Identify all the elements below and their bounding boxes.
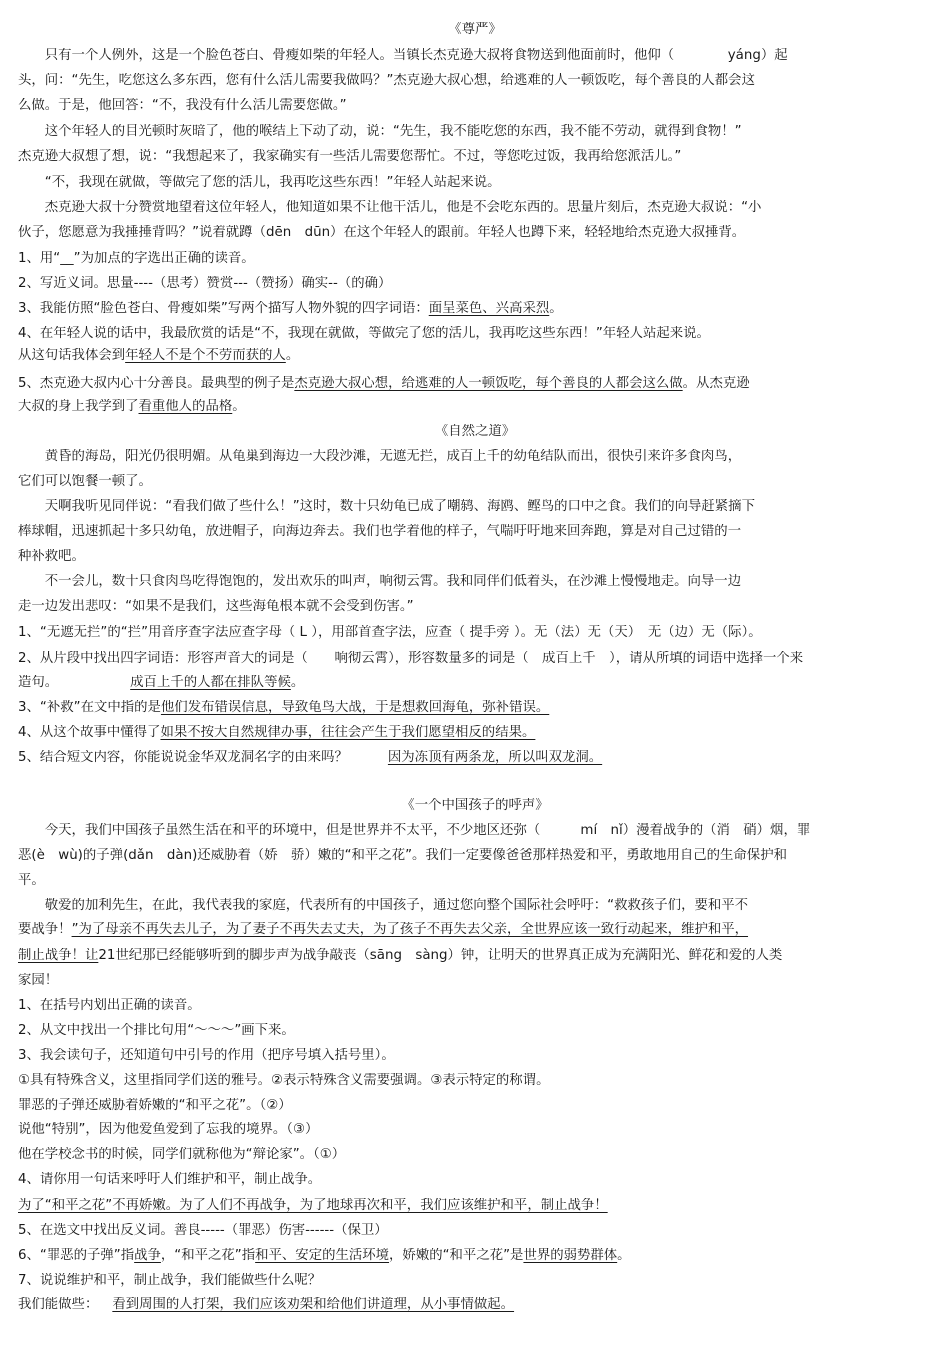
- question-text: ，“和平之花”指: [160, 1248, 256, 1263]
- section-3-question-3-item: 罪恶的子弹还威胁着娇嫩的“和平之花”。（②）: [18, 1098, 292, 1113]
- question-text: 从这句话我体会到: [18, 348, 126, 363]
- question-text: 。: [617, 1248, 631, 1263]
- section-3-question-1: 1、在括号内划出正确的读音。: [18, 998, 201, 1013]
- section-1-paragraph-line: 伙子，您愿意为我捶捶背吗？”说着就蹲（dēn dūn）在这个年轻人的跟前。年轻人也蹲下来，轻轻地给杰克逊大叔捶背。: [18, 225, 746, 240]
- answer-text: 世界的弱势群体: [523, 1248, 618, 1263]
- section-3-question-3-item: 说他“特别”，因为他爱鱼爱到了忘我的境界。（③）: [18, 1122, 319, 1137]
- section-2-paragraph-line: 不一会儿，数十只食肉鸟吃得饱饱的，发出欢乐的叫声，响彻云霄。我和同伴们低着头，在沙滩上慢慢地走。向导一边: [18, 574, 742, 589]
- section-1-title: 《尊严》: [448, 22, 502, 37]
- section-3-paragraph-line: 敬爱的加利先生，在此，我代表我的家庭，代表所有的中国孩子，通过您向整个国际社会呼吁：“救救孩子们，要和平不: [18, 898, 749, 913]
- question-text: 5、杰克逊大叔内心十分善良。最典型的例子是: [18, 376, 295, 391]
- answer-text: 为了“和平之花”不再娇嫩。为了人们不再战争，为了地球再次和平，我们应该维护和平，制止战争！: [18, 1198, 608, 1213]
- question-text: 。从杰克逊: [682, 376, 750, 391]
- answer-text: 和平、安定的生活环境: [255, 1248, 390, 1263]
- answer-text: 因为冻顶有两条龙，所以叫双龙洞。: [387, 750, 603, 765]
- answer-text: 他们发布错误信息，导致龟鸟大战，于是想救回海龟，弥补错误。: [160, 700, 550, 715]
- section-3-question-4: 4、请你用一句话来呼吁人们维护和平，制止战争。: [18, 1172, 322, 1187]
- section-2-paragraph-line: 种补救吧。: [18, 549, 85, 564]
- section-2-question-2: 2、从片段中找出四字词语：形容声音大的词是（ 响彻云霄），形容数量多的词是（ 成百上千 ），请从所填的词语中选择一个来: [18, 651, 804, 666]
- section-3-question-7-answer: [18, 1297, 934, 1313]
- section-1-paragraph-line: 这个年轻人的目光顿时灰暗了，他的喉结上下动了动，说：“先生，我不能吃您的东西，我不能不劳动，就得到食物！”: [18, 124, 742, 139]
- section-3-paragraph-line: 今天，我们中国孩子虽然生活在和平的环境中，但是世界并不太平，不少地区还弥（ mí nǐ）漫着战争的（消 硝）烟，罪: [18, 823, 811, 838]
- answer-text: 面呈菜色、兴高采烈: [428, 301, 550, 316]
- section-3-paragraph-line: 恶(è wù)的子弹(dǎn dàn)还威胁着（娇 骄）嫩的“和平之花”。我们一定要像爸爸那样热爱和平，勇敢地用自己的生命保护和: [18, 848, 787, 863]
- question-text: 5、结合短文内容，你能说说金华双龙洞名字的由来吗？: [18, 750, 348, 765]
- answer-text: 年轻人不是个不劳而获的人: [125, 348, 286, 363]
- question-text: 。: [232, 399, 246, 414]
- question-text: 6、“罪恶的子弹”指: [18, 1248, 135, 1263]
- section-2-question-5: [18, 750, 934, 766]
- section-1-paragraph-line: 头，问：“先生，吃您这么多东西，您有什么活儿需要我做吗？”杰克逊大叔心想，给逃难的人一顿饭吃，每个善良的人都会这: [18, 73, 755, 88]
- section-3-question-3: 3、我会读句子，还知道句中引号的作用（把序号填入括号里）。: [18, 1048, 395, 1063]
- question-text: 21世纪那已经能够听到的脚步声为战争敲丧（sāng sàng）钟，让明天的世界真正成为充满阳光、鲜花和爱的人类: [98, 948, 783, 963]
- section-1-paragraph-line: 杰克逊大叔想了想，说：“我想起来了，我家确实有一些活儿需要您帮忙。不过，等您吃过饭，我再给您派活儿。”: [18, 149, 682, 164]
- section-3-question-4-answer: [18, 1198, 934, 1214]
- section-1-paragraph-line: 么做。于是，他回答：“不，我没有什么活儿需要您做。”: [18, 98, 347, 113]
- section-2-paragraph-line: 黄昏的海岛，阳光仍很明媚。从龟巢到海边一大段沙滩，无遮无拦，成百上千的幼龟结队而出，很快引来许多食肉鸟，: [18, 449, 742, 464]
- section-3-question-2: 2、从文中找出一个排比句用“～～～”画下来。: [18, 1023, 295, 1038]
- question-text: ，娇嫩的“和平之花”是: [389, 1248, 524, 1263]
- answer-text: 看重他人的品格: [138, 399, 233, 414]
- section-1-question-1: 1、用“__”为加点的字选出正确的读音。: [18, 251, 255, 266]
- section-2-title: 《自然之道》: [434, 424, 516, 439]
- section-3-question-3-legend: ①具有特殊含义，这里指同学们送的雅号。②表示特殊含义需要强调。③表示特定的称谓。: [18, 1073, 550, 1088]
- section-3-question-7: 7、说说维护和平，制止战争，我们能做些什么呢？: [18, 1273, 322, 1288]
- section-1-paragraph-line: 只有一个人例外，这是一个脸色苍白、骨瘦如柴的年轻人。当镇长杰克逊大叔将食物送到他面前时，他仰（ yáng）起: [18, 48, 788, 63]
- question-text: 。: [285, 348, 300, 363]
- section-1-paragraph-line: “不，我现在就做，等做完了您的活儿，我再吃这些东西！”年轻人站起来说。: [18, 175, 501, 190]
- answer-text: 杰克逊大叔心想，给逃难的人一顿饭吃，每个善良的人都会这么做: [294, 376, 683, 391]
- section-2-paragraph-line: 天啊我听见同伴说：“看我们做了些什么！”这时，数十只幼龟已成了嘲鸫、海鸥、鲣鸟的口中之食。我们的向导赶紧摘下: [18, 499, 755, 514]
- question-text: 大叔的身上我学到了: [18, 399, 139, 414]
- section-3-title: 《一个中国孩子的呼声》: [401, 798, 549, 813]
- section-2-question-1: 1、“无遮无拦”的“拦”用音序查字法应查字母（ L ），用部首查字法，应查（ 提手旁 ）。无（法）无（天） 无（边）无（际）。: [18, 625, 762, 640]
- section-1-question-4-answer: [18, 348, 934, 364]
- parallel-sentence: ”为了母亲不再失去儿子，为了妻子不再失去丈夫，为了孩子不再失去父亲，全世界应该一致行动起来，维护和平，: [71, 922, 749, 937]
- section-1-question-2: 2、写近义词。思量----（思考）赞赏---（赞扬）确实--（的确）: [18, 276, 392, 291]
- answer-text: 战争: [134, 1248, 161, 1263]
- question-text: 。: [290, 675, 305, 690]
- section-3-paragraph-line: 家园！: [18, 973, 59, 988]
- answer-text: 看到周围的人打架，我们应该劝架和给他们讲道理，从小事情做起。: [112, 1297, 515, 1312]
- section-1-question-4: 4、在年轻人说的话中，我最欣赏的话是“不，我现在就做，等做完了您的活儿，我再吃这些东西！”年轻人站起来说。: [18, 326, 710, 341]
- answer-text: 如果不按大自然规律办事，往往会产生于我们愿望相反的结果。: [160, 725, 536, 740]
- section-3-question-6: [18, 1248, 934, 1264]
- section-2-paragraph-line: 它们可以饱餐一顿了。: [18, 474, 152, 489]
- parallel-sentence: 制止战争！让: [18, 948, 99, 963]
- question-text: 造句。: [18, 675, 59, 690]
- question-text: 3、我能仿照“脸色苍白、骨瘦如柴”写两个描写人物外貌的四字词语：: [18, 301, 429, 316]
- question-text: 。: [549, 301, 563, 316]
- question-text: 我们能做些：: [18, 1297, 99, 1312]
- question-text: 4、从这个故事中懂得了: [18, 725, 161, 740]
- section-1-question-3: [18, 301, 934, 317]
- section-1-question-5: [18, 376, 934, 392]
- section-3-paragraph-line: [18, 922, 934, 938]
- section-3-question-5: 5、在选文中找出反义词。善良-----（罪恶）伤害------（保卫）: [18, 1223, 388, 1238]
- section-3-paragraph-line: [18, 948, 934, 964]
- section-2-question-3: [18, 700, 934, 716]
- section-2-question-2-continued: [18, 675, 934, 691]
- section-1-question-5-continued: [18, 399, 934, 415]
- answer-text: 成百上千的人都在排队等候: [130, 675, 291, 690]
- section-1-paragraph-line: 杰克逊大叔十分赞赏地望着这位年轻人，他知道如果不让他干活儿，他是不会吃东西的。思量片刻后，杰克逊大叔说：“小: [18, 200, 762, 215]
- section-2-paragraph-line: 走一边发出悲叹：“如果不是我们，这些海龟根本就不会受到伤害。”: [18, 599, 414, 614]
- question-text: 要战争！: [18, 922, 72, 937]
- section-3-paragraph-line: 平。: [18, 873, 45, 888]
- section-2-question-4: [18, 725, 934, 741]
- section-2-paragraph-line: 棒球帽，迅速抓起十多只幼龟，放进帽子，向海边奔去。我们也学着他的样子，气喘吁吁地来回奔跑，算是对自己过错的一: [18, 524, 742, 539]
- question-text: 3、“补救”在文中指的是: [18, 700, 161, 715]
- section-3-question-3-item: 他在学校念书的时候，同学们就称他为“辩论家”。（①）: [18, 1147, 346, 1162]
